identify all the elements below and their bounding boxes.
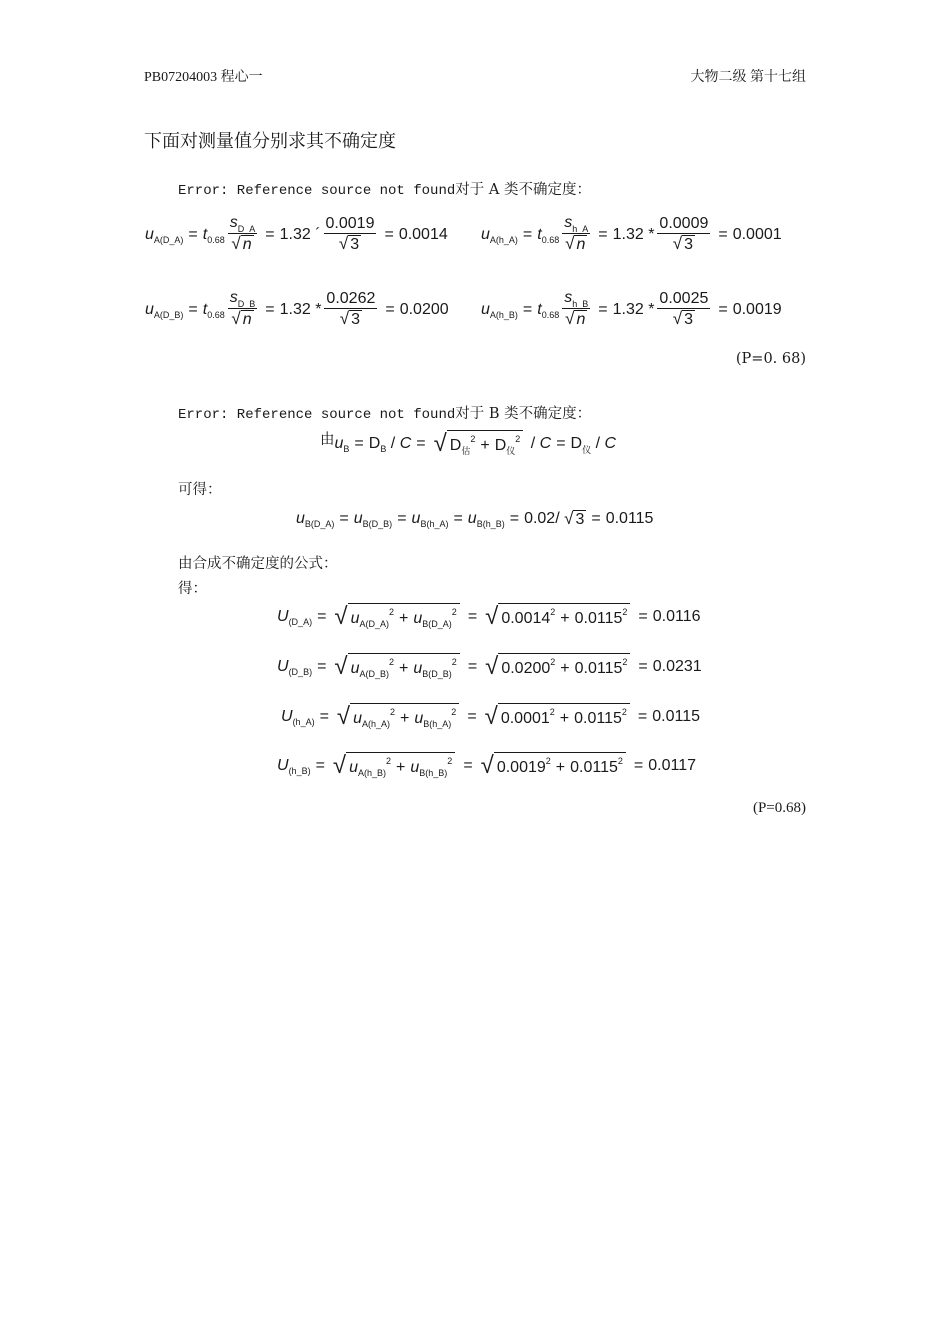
so-label: 可得： xyxy=(178,482,222,498)
reference-error: Error: Reference source not found xyxy=(178,183,456,199)
eq-ub-values: u B(D_A) = u B(D_B) = u B(h_A) = u B(h_B) = 0.02/ √ 3 = 0.0115 xyxy=(296,509,654,529)
combined-p-note: (P=0.68) xyxy=(752,800,806,816)
combined-intro: 由合成不确定度的公式： xyxy=(178,556,338,572)
eq-ua-hb: u A(h_B) = t 0.68 $s_{h\_B}$ √ n = 1.32 * 0.0025 √ 3 = 0.0019 xyxy=(481,289,782,328)
section-title: 下面对测量值分别求其不确定度 xyxy=(144,131,396,152)
eq-combined-db: U (D_B) = √ u A(D_B) 2 + u B(D_B) 2 = √ 0.0200 2 + 0.0115 2 = 0.0231 xyxy=(277,653,702,680)
eq-ub-definition: 由 u B = D B / C = √ D 估 2 + D 仪 2 / C = D 仪 / C xyxy=(320,430,617,457)
type-a-label: 对于 A 类不确定度： xyxy=(455,182,591,198)
type-b-label: 对于 B 类不确定度： xyxy=(455,406,592,422)
type-a-intro xyxy=(178,178,591,199)
eq-ua-da: u A(D_A) = t 0.68 $s_{D\_A}$ √ n = 1.32 ´ 0.0019 √ 3 = 0.0014 xyxy=(145,214,448,253)
get-label: 得： xyxy=(178,581,207,597)
header-right: 大物二级 第十七组 xyxy=(690,70,806,85)
eq-ua-ha: u A(h_A) = t 0.68 $s_{h\_A}$ √ n = 1.32 * 0.0009 √ 3 = 0.0001 xyxy=(481,214,782,253)
eq-combined-hb: U (h_B) = √ u A(h_B) 2 + u B(h_B) 2 = √ 0.0019 2 + 0.0115 2 = 0.0117 xyxy=(277,752,696,779)
eq-ua-db: u A(D_B) = t 0.68 $s_{D\_B}$ √ n = 1.32 * 0.0262 √ 3 = 0.0200 xyxy=(145,289,449,328)
eq-combined-ha: U (h_A) = √ u A(h_A) 2 + u B(h_A) 2 = √ 0.0001 2 + 0.0115 2 = 0.0115 xyxy=(281,703,700,730)
reference-error-b: Error: Reference source not found xyxy=(178,407,456,423)
type-a-p-note: (P=0. 68) xyxy=(735,351,806,367)
eq-combined-da: U (D_A) = √ u A(D_A) 2 + u B(D_A) 2 = √ 0.0014 2 + 0.0115 2 = 0.0116 xyxy=(277,603,701,630)
type-b-intro xyxy=(178,402,591,423)
header-left: PB07204003 程心一 xyxy=(144,70,263,85)
